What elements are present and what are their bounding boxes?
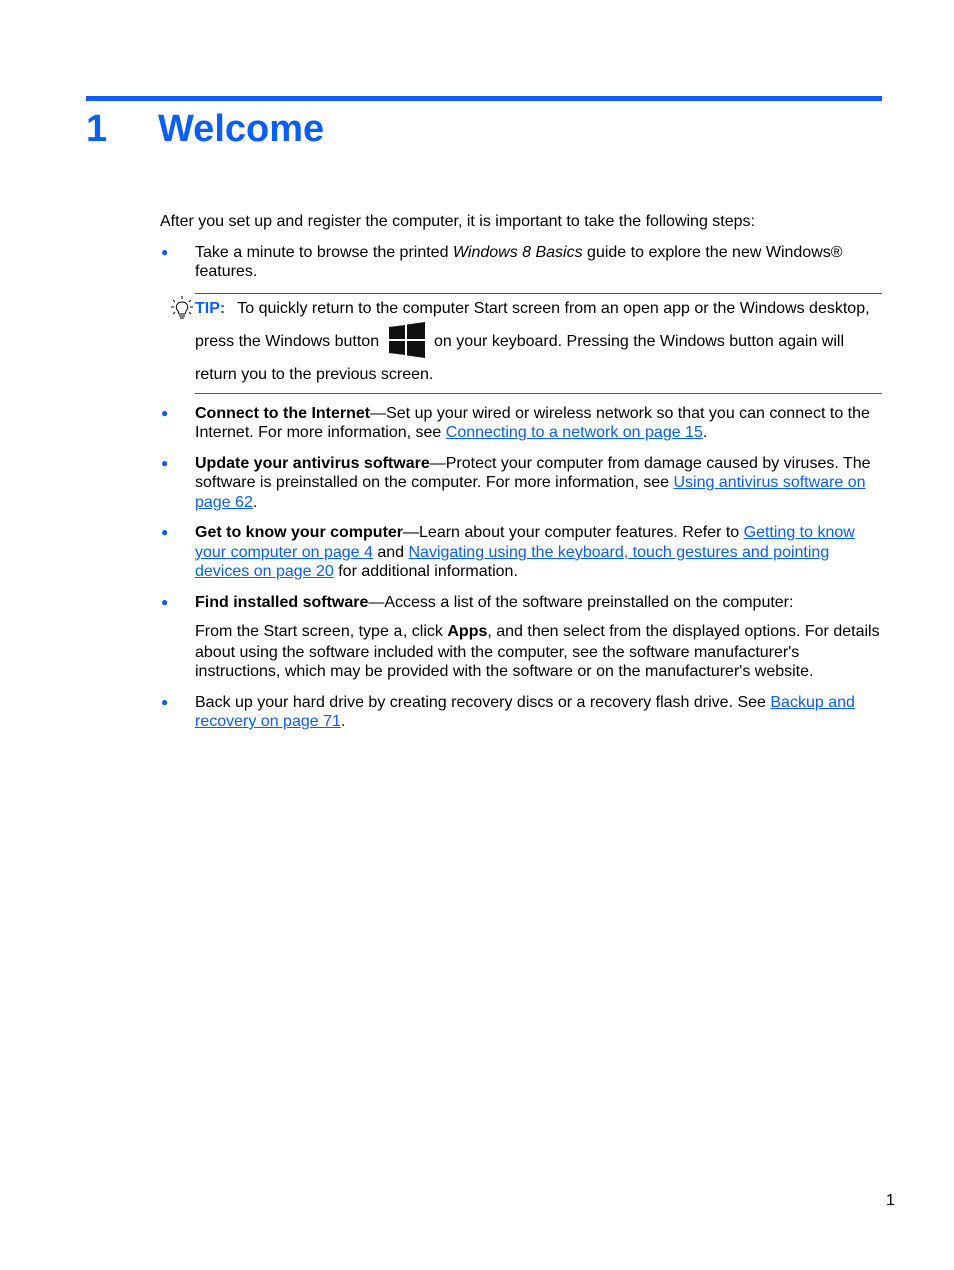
bullet-text: guide to explore the new Windows® features. [195, 243, 843, 280]
tip-text: To quickly return to the computer Start screen from an open app or the Windows desktop, press the Windows button [195, 299, 870, 351]
bullet-text: —Access a list of the software preinstalled on the computer: [368, 593, 794, 611]
lightbulb-icon [171, 296, 193, 322]
bullet-heading: Update your antivirus software [195, 454, 430, 472]
bullet-text: —Set up your wired or wireless network so that you can connect to the Internet. For more information, see [195, 404, 870, 441]
bullet-icon: ● [161, 455, 169, 470]
bullet-text: —Learn about your computer features. Refer to [403, 524, 744, 541]
bullet-text: Back up your hard drive by creating recovery discs or a recovery flash drive. See [195, 693, 771, 711]
link-navigating-keyboard[interactable]: Navigating using the keyboard, touch gestures and pointing devices on page 20 [195, 543, 830, 580]
list-item-browse-guide [160, 243, 882, 282]
tip-box [195, 293, 882, 394]
list-item-update-antivirus [160, 454, 882, 513]
find-software-instructions [195, 622, 882, 682]
bullet-text: . [252, 493, 258, 511]
list-item-know-computer [160, 523, 882, 582]
bullet-icon: ● [161, 594, 169, 609]
chapter-number: 1 [86, 108, 108, 150]
tip-label: TIP: [195, 299, 226, 317]
bullet-heading: Connect to the Internet [195, 404, 371, 422]
chapter-title: Welcome [158, 108, 325, 150]
link-antivirus-software[interactable]: Using antivirus software on page 62 [195, 474, 866, 511]
list-item-connect-internet [160, 404, 882, 443]
bullet-icon: ● [161, 525, 169, 539]
tip-text: on your keyboard. Pressing the Windows button again will return you to the previous screen. [195, 333, 844, 383]
bullet-heading: Find installed software [195, 593, 369, 611]
link-getting-to-know[interactable]: Getting to know your computer on page 4 [195, 524, 855, 561]
bullet-icon: ● [161, 694, 169, 709]
instruction-text: From the Start screen, type [195, 623, 394, 640]
instruction-text: , click [402, 623, 448, 640]
chapter-heading [86, 106, 324, 152]
page-number: 1 [886, 1192, 895, 1209]
bullet-text: . [702, 424, 708, 441]
windows-logo-icon [388, 322, 426, 358]
intro-paragraph: After you set up and register the computer, it is important to take the following steps: [160, 213, 755, 230]
apps-label: Apps [447, 623, 488, 640]
typed-key: a [393, 623, 403, 641]
bullet-heading: Get to know your computer [195, 524, 404, 541]
bullet-text: for additional information. [333, 563, 518, 580]
list-item-find-software [160, 593, 882, 682]
bullet-text: . [340, 713, 346, 730]
guide-title: Windows 8 Basics [452, 243, 583, 261]
bullet-text: Take a minute to browse the printed [195, 243, 453, 261]
list-item-backup [160, 693, 882, 732]
link-connecting-network[interactable]: Connecting to a network on page 15 [445, 424, 703, 441]
bullet-icon: ● [161, 405, 169, 420]
bullet-text: and [372, 543, 409, 561]
bullet-text: —Protect your computer from damage caused by viruses. The software is preinstalled on the computer. For more information, see [195, 454, 871, 491]
chapter-content [160, 212, 882, 743]
bullet-icon: ● [161, 244, 169, 259]
instruction-text: , and then select from the displayed options. For details about using the software included with the computer, see the software manufacturer's instructions, which may be provided with the software or on the manufacturer's website. [195, 623, 880, 680]
chapter-top-rule [86, 96, 882, 101]
link-backup-recovery[interactable]: Backup and recovery on page 71 [195, 693, 855, 730]
